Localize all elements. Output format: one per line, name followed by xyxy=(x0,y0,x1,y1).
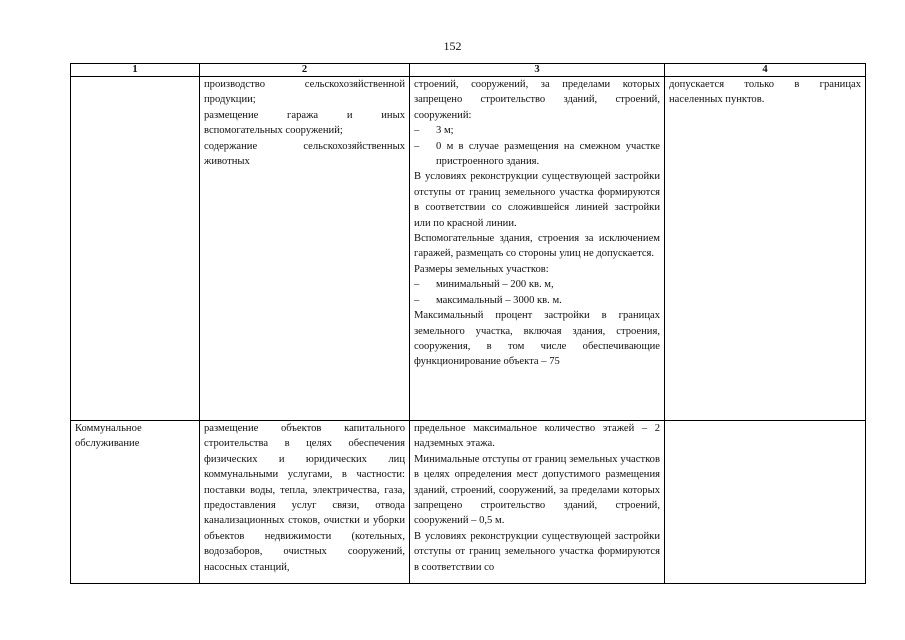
table-row xyxy=(71,421,866,584)
row1-param-paragraph: Размеры земельных участков: xyxy=(414,263,549,275)
row2-restrictions xyxy=(665,421,866,584)
header-col-3: 3 xyxy=(410,64,665,77)
row1-use-description xyxy=(200,77,410,421)
row2-param-paragraph: Минимальные отступы от границ земельных участков в целях определения мест допустимого размещения зданий, строений, сооружений, за пределами которых запрещено строительство зданий, строений, сооружений – 0,5 м. xyxy=(414,453,660,527)
table-header-row xyxy=(71,64,866,77)
row1-description-line: производство сельскохозяйственной продукции; xyxy=(204,79,405,106)
header-col-1: 1 xyxy=(71,64,200,77)
table-row xyxy=(71,77,866,421)
zoning-table xyxy=(70,63,866,584)
row2-use-name: Коммунальное обслуживание xyxy=(71,421,200,584)
row2-param-paragraph: В условиях реконструкции существующей застройки отступы от границ земельного участка формируются в соответствии со xyxy=(414,530,660,573)
page-number: 152 xyxy=(443,39,462,53)
row1-param-paragraph: строений, сооружений, за пределами которых запрещено строительство зданий, строений, сооружений: xyxy=(414,79,660,121)
header-col-4: 4 xyxy=(665,64,866,77)
header-col-2: 2 xyxy=(200,64,410,77)
row1-param-paragraph: В условиях реконструкции существующей застройки отступы от границ земельного участка формируются в соответствии со сложившейся линией застройки или по красной линии. xyxy=(414,171,660,229)
row1-description-line: содержание сельскохозяйственных животных xyxy=(204,140,405,168)
list-dash: – xyxy=(414,125,420,137)
row1-param-list-item: – минимальный – 200 кв. м, xyxy=(414,277,660,292)
row1-param-list-item: – 0 м в случае размещения на смежном участке пристроенного здания. xyxy=(414,140,660,168)
row2-parameters xyxy=(410,421,665,584)
row1-use-name xyxy=(71,77,200,421)
row2-use-description: размещение объектов капитального строительства в целях обеспечения физических и юридических лиц коммунальными услугами, в частности: поставки воды, тепла, электричества, газа, предоставления услуг связи, отвода канализационных стоков, очистки и уборки объектов недвижимости (котельных, водозаборов, очистных сооружений, насосных станций, xyxy=(200,421,410,584)
list-dash: – xyxy=(414,279,420,291)
row1-parameters xyxy=(410,77,665,421)
row1-param-paragraph: Вспомогательные здания, строения за исключением гаражей, размещать со стороны улиц не допускается. xyxy=(414,233,660,260)
row1-description-line: размещение гаража и иных вспомогательных сооружений; xyxy=(204,109,405,137)
row1-param-list-item: – максимальный – 3000 кв. м. xyxy=(414,293,660,308)
row1-param-list-item: – 3 м; xyxy=(414,123,660,138)
list-dash: – xyxy=(414,294,420,306)
row1-param-paragraph: Максимальный процент застройки в границах земельного участка, включая здания, строения, сооружения, в том числе обеспечивающие функционирование объекта – 75 xyxy=(414,310,660,368)
list-dash: – xyxy=(414,140,420,152)
row2-param-paragraph: предельное максимальное количество этажей – 2 надземных этажа. xyxy=(414,423,660,450)
row1-restrictions: допускается только в границах населенных пунктов. xyxy=(665,77,866,421)
